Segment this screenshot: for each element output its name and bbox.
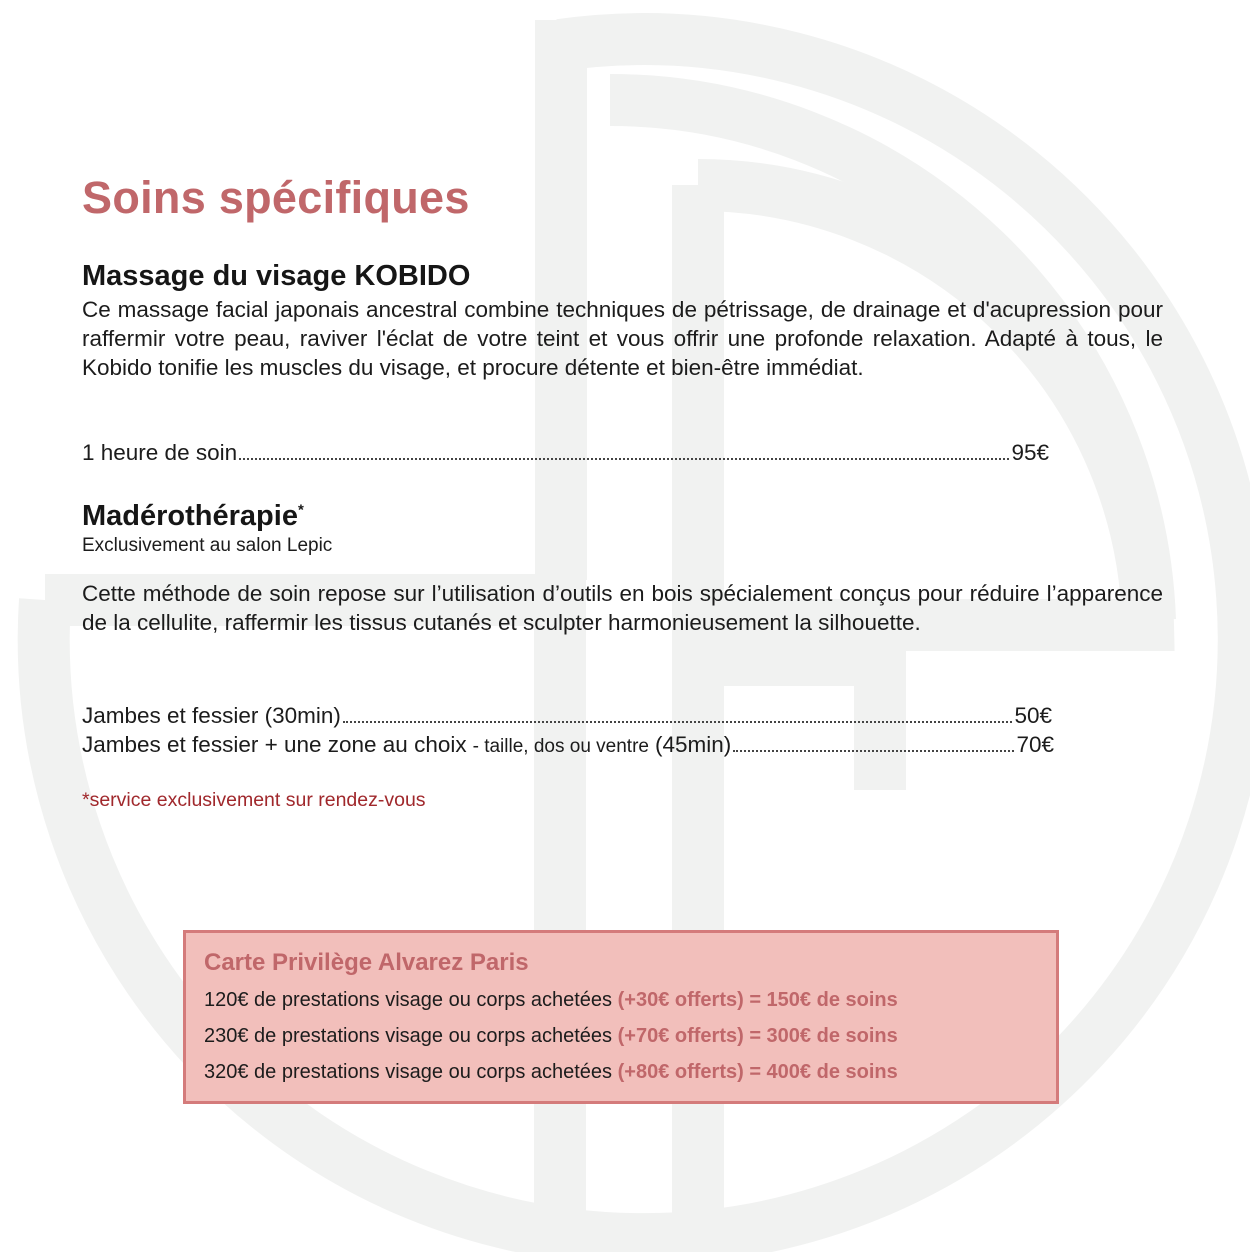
privilege-card-title: Carte Privilège Alvarez Paris <box>204 949 529 976</box>
asterisk-mark: * <box>297 501 304 519</box>
section-subtitle: Exclusivement au salon Lepic <box>82 535 333 556</box>
privilege-card <box>183 930 1059 1104</box>
section-title-text: Madérothérapie <box>82 500 298 532</box>
privilege-row-text: 230€ de prestations visage ou corps achetées <box>204 1025 613 1047</box>
privilege-row-text: 120€ de prestations visage ou corps achetées <box>204 989 613 1011</box>
price-label: 1 heure de soin <box>82 440 238 465</box>
price-note: - taille, dos ou ventre <box>472 736 649 757</box>
section-description-kobido: Ce massage facial japonais ancestral combine techniques de pétrissage, de drainage et d'acupression pour raffermir votre peau, raviver l'éclat de votre teint et vous offrir une profonde relaxation. Adapté à tous, le Kobido tonifie les muscles du visage, et procure détente et bien-être immédiat. <box>82 297 1163 380</box>
price-value: 50€ <box>1014 703 1052 728</box>
privilege-row-text: 320€ de prestations visage ou corps achetées <box>204 1061 613 1083</box>
section-title-maderotherapie <box>82 500 304 533</box>
price-row-jambes-30 <box>82 703 1052 729</box>
price-duration: (45min) <box>654 732 732 757</box>
privilege-row-bonus: (+30€ offerts) = 150€ de soins <box>617 989 898 1011</box>
price-value: 70€ <box>1016 732 1054 757</box>
price-value: 95€ <box>1011 440 1049 465</box>
privilege-row <box>204 989 898 1012</box>
privilege-row-bonus: (+80€ offerts) = 400€ de soins <box>617 1061 898 1083</box>
footnote: *service exclusivement sur rendez-vous <box>82 789 426 811</box>
privilege-row <box>204 1025 898 1048</box>
price-label: Jambes et fessier + une zone au choix <box>82 732 467 757</box>
privilege-row-bonus: (+70€ offerts) = 300€ de soins <box>617 1025 898 1047</box>
section-description-maderotherapie: Cette méthode de soin repose sur l’utilisation d’outils en bois spécialement conçus pour réduire l’apparence de la cellulite, raffermir les tissus cutanés et sculpter harmonieusement la silhouette. <box>82 581 1163 635</box>
section-title-kobido: Massage du visage KOBIDO <box>82 260 471 292</box>
price-row-jambes-45 <box>82 732 1054 758</box>
price-label: Jambes et fessier (30min) <box>82 703 341 728</box>
privilege-row <box>204 1061 898 1084</box>
dotted-leader <box>343 721 1013 723</box>
price-row-kobido <box>82 440 1049 466</box>
dotted-leader <box>239 458 1009 460</box>
dotted-leader <box>733 750 1014 752</box>
page-title: Soins spécifiques <box>82 172 470 223</box>
